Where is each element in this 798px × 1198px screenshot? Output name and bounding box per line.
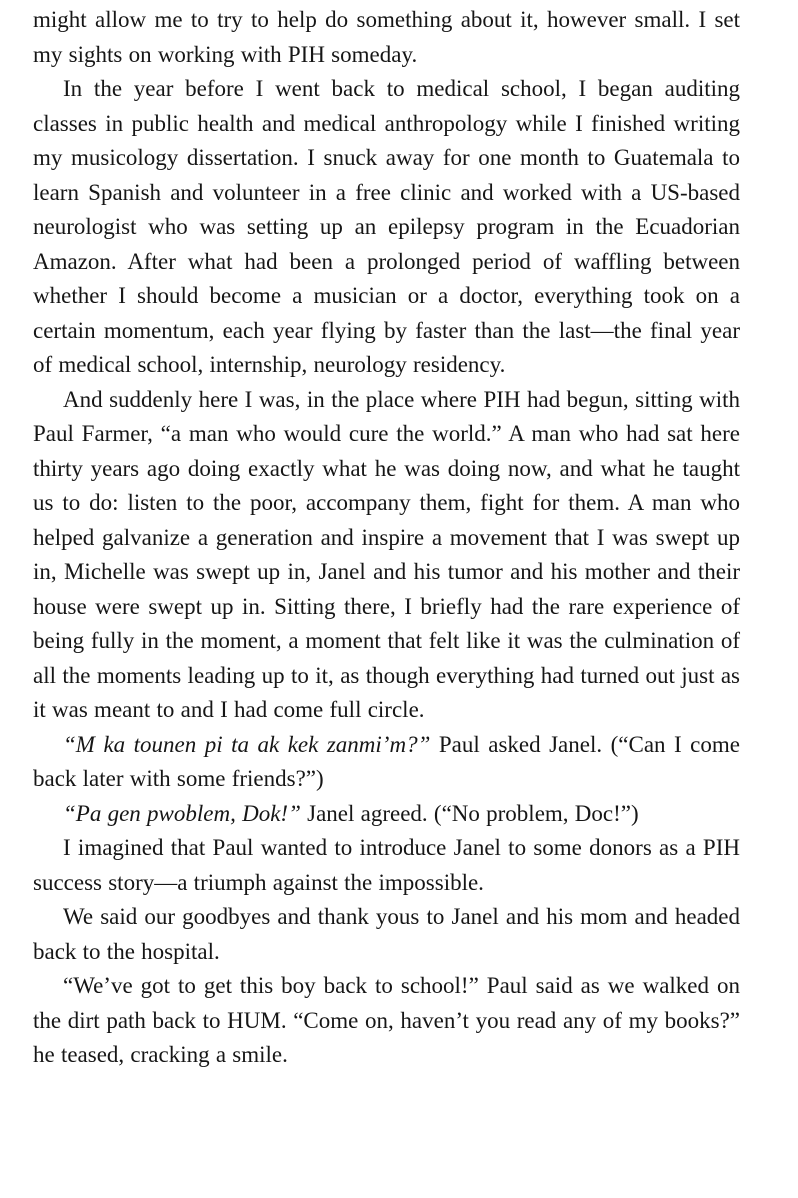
paragraph-dialogue <box>33 797 740 832</box>
paragraph-text: might allow me to try to help do something about it, however small. I set my sights on working with PIH someday. <box>33 7 740 67</box>
paragraph-text: We said our goodbyes and thank yous to Janel and his mom and headed back to the hospital. <box>33 904 740 964</box>
paragraph <box>33 72 740 383</box>
creole-quote: “Pa gen pwoblem, Dok!” <box>63 800 301 826</box>
paragraph-text: Janel agreed. (“No problem, Doc!”) <box>300 800 639 826</box>
paragraph-text: In the year before I went back to medical school, I began auditing classes in public health and medical anthropology while I finished writing my musicology dissertation. I snuck away for one month to Guatemala to learn Spanish and volunteer in a free clinic and worked with a US-based neurologist who was setting up an epilepsy program in the Ecuadorian Amazon. After what had been a prolonged period of waffling between whether I should become a musician or a doctor, everything took on a certain momentum, each year flying by faster than the last—the final year of medical school, internship, neurology residency. <box>33 76 740 377</box>
book-page <box>33 0 740 1073</box>
paragraph-text: And suddenly here I was, in the place where PIH had begun, sitting with Paul Farmer, “a man who would cure the world.” A man who had sat here thirty years ago doing exactly what he was doing now, and what he taught us to do: listen to the poor, accompany them, fight for them. A man who helped galvanize a generation and inspire a movement that I was swept up in, Michelle was swept up in, Janel and his tumor and his mother and their house were swept up in. Sitting there, I briefly had the rare experience of being fully in the moment, a moment that felt like it was the culmination of all the moments leading up to it, as though everything had turned out just as it was meant to and I had come full circle. <box>33 386 740 722</box>
creole-quote: “M ka tounen pi ta ak kek zanmi’m?” <box>63 731 431 757</box>
paragraph-dialogue <box>33 728 740 797</box>
paragraph-continued <box>33 3 740 72</box>
paragraph <box>33 383 740 728</box>
paragraph-text: I imagined that Paul wanted to introduce Janel to some donors as a PIH success story—a triumph against the impossible. <box>33 835 740 895</box>
paragraph <box>33 900 740 969</box>
paragraph <box>33 831 740 900</box>
paragraph-text: “We’ve got to get this boy back to school!” Paul said as we walked on the dirt path back to HUM. “Come on, haven’t you read any of my books?” he teased, cracking a smile. <box>33 973 740 1067</box>
paragraph-text: Paul asked Janel. (“Can I come back later with some friends?”) <box>33 731 740 791</box>
paragraph <box>33 969 740 1073</box>
